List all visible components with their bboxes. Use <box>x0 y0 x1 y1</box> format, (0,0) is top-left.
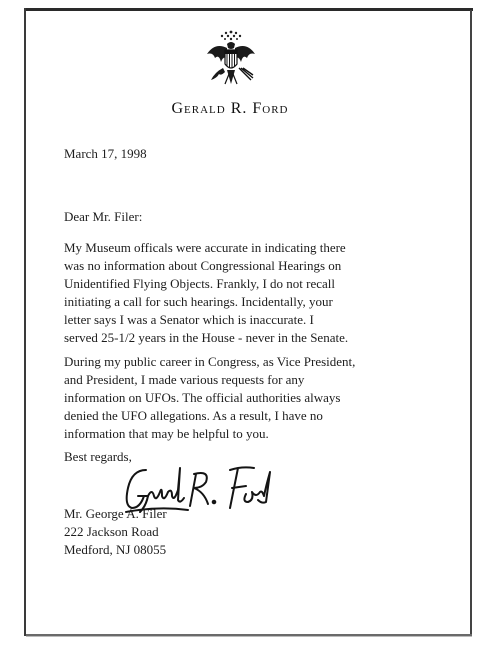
body-line: initiating a call for such hearings. Incidentally, your <box>64 294 333 309</box>
body-line: During my public career in Congress, as Vice President, <box>64 354 356 369</box>
body-line: was no information about Congressional Hearings on <box>64 258 342 273</box>
address-line: 222 Jackson Road <box>64 524 159 539</box>
body-line: and President, I made various requests for any <box>64 372 305 387</box>
letterhead-name: Gerald R. Ford <box>171 100 289 117</box>
body-line: My Museum officals were accurate in indicating there <box>64 240 346 255</box>
body-line: denied the UFO allegations. As a result, I have no <box>64 408 323 423</box>
address-line: Medford, NJ 08055 <box>64 542 167 557</box>
body-line: served 25-1/2 years in the House - never in the Senate. <box>64 330 349 345</box>
salutation: Dear Mr. Filer: <box>64 209 143 224</box>
page-edge-top <box>24 8 473 11</box>
closing: Best regards, <box>64 449 132 464</box>
letter-date: March 17, 1998 <box>64 146 147 161</box>
body-line: letter says I was a Senator which is inaccurate. I <box>64 312 314 327</box>
page-edge-bottom <box>26 634 472 636</box>
eagle-seal-icon <box>203 28 259 94</box>
body-line: information that may be helpful to you. <box>64 426 269 441</box>
address-line: Mr. George A. Filer <box>64 506 167 521</box>
body-line: information on UFOs. The official authorities always <box>64 390 341 405</box>
body-line: Unidentified Flying Objects. Frankly, I do not recall <box>64 276 336 291</box>
page-edge-right <box>470 10 472 634</box>
